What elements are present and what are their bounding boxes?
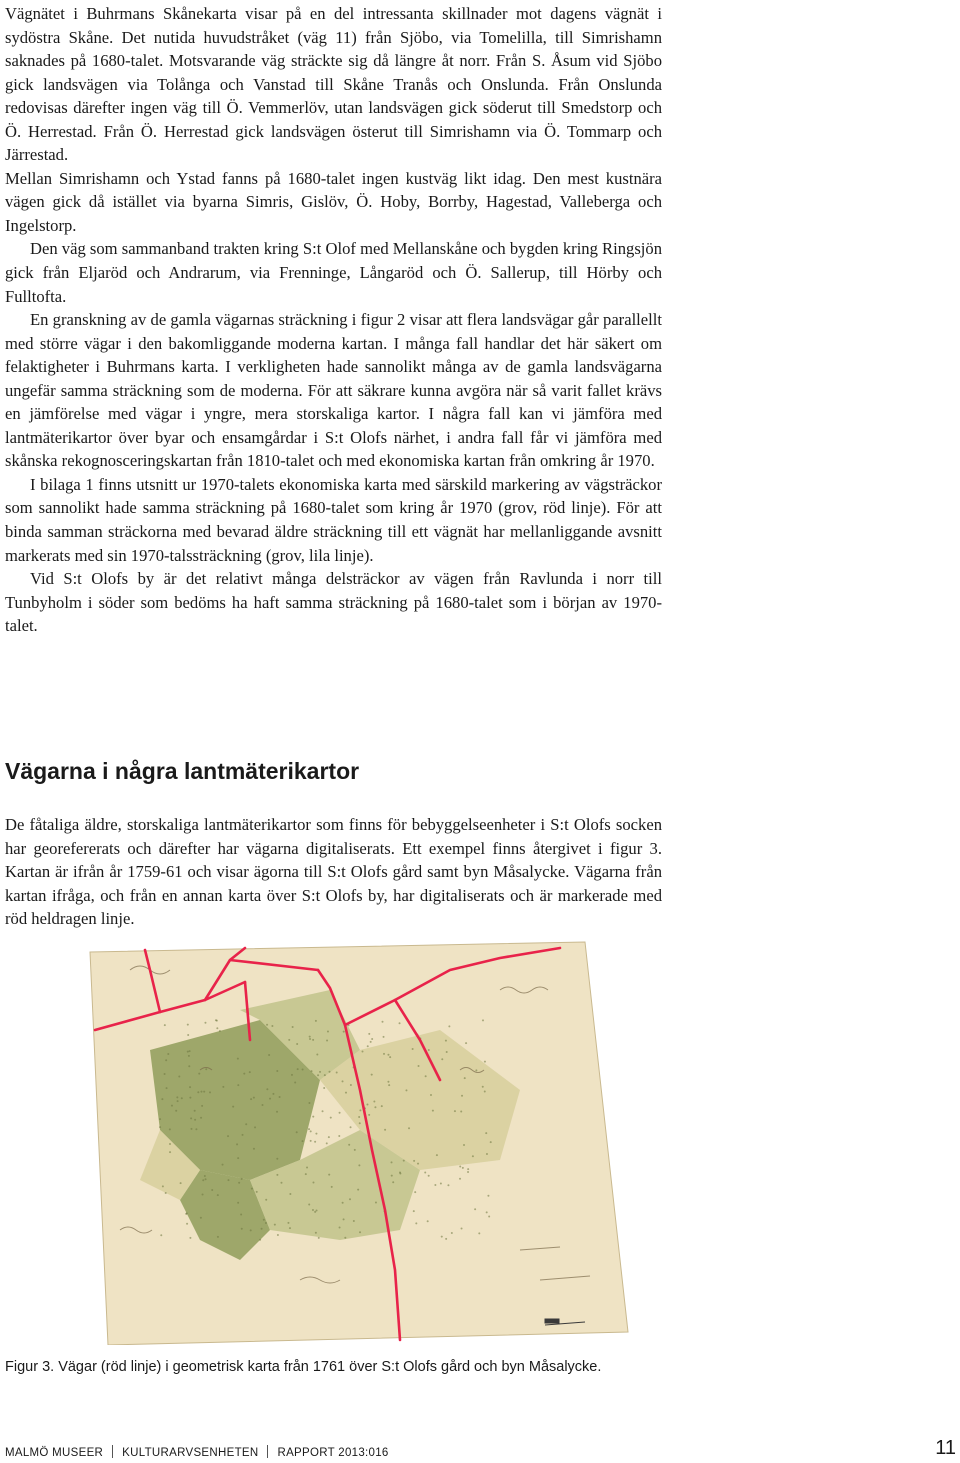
- pasture-dot: [366, 1104, 368, 1106]
- pasture-dot: [362, 1051, 364, 1053]
- pasture-dot: [271, 1025, 273, 1027]
- pasture-dot: [389, 1056, 391, 1058]
- footer-report: RAPPORT 2013:016: [277, 1447, 389, 1459]
- pasture-dot: [348, 1144, 350, 1146]
- pasture-dot: [343, 1218, 345, 1220]
- paragraph: Den väg som sammanband trakten kring S:t Olof med Mellanskåne och bygden kring Ringsjön gick från Eljaröd och Andrarum, via Frenninge, Långaröd och Ö. Sallerup, till Hörby och Fulltofta.: [5, 239, 662, 306]
- pasture-dot: [160, 1234, 162, 1236]
- pasture-dot: [175, 1110, 177, 1112]
- pasture-dot: [256, 1191, 258, 1193]
- pasture-dot: [167, 1053, 169, 1055]
- pasture-dot: [185, 1213, 187, 1215]
- pasture-dot: [209, 1091, 211, 1093]
- pasture-dot: [374, 1106, 376, 1108]
- pasture-dot: [289, 1227, 291, 1229]
- pasture-dot: [200, 1091, 202, 1093]
- pasture-dot: [280, 1182, 282, 1184]
- pasture-dot: [195, 1128, 197, 1130]
- pasture-dot: [190, 1117, 192, 1119]
- pasture-dot: [296, 1043, 298, 1045]
- pasture-dot: [323, 1087, 325, 1089]
- pasture-dot: [202, 1194, 204, 1196]
- pasture-dot: [487, 1195, 489, 1197]
- pasture-dot: [189, 1086, 191, 1088]
- section-heading: Vägarna i några lantmäterikartor: [5, 758, 360, 784]
- pasture-dot: [359, 1109, 361, 1111]
- pasture-dot: [339, 1112, 341, 1114]
- pasture-dot: [237, 1157, 239, 1159]
- pasture-dot: [414, 1191, 416, 1193]
- pasture-dot: [484, 1090, 486, 1092]
- pasture-dot: [391, 1175, 393, 1177]
- pasture-dot: [441, 1058, 443, 1060]
- pasture-dot: [265, 1222, 267, 1224]
- pasture-dot: [318, 1237, 320, 1239]
- pasture-dot: [205, 1068, 207, 1070]
- pasture-dot: [187, 1024, 189, 1026]
- pasture-dot: [415, 1222, 417, 1224]
- pasture-dot: [276, 1158, 278, 1160]
- pasture-dot: [200, 1217, 202, 1219]
- pasture-dot: [249, 1071, 251, 1073]
- paragraph: En granskning av de gamla vägarnas sträckning i figur 2 visar att flera landsvägar går parallellt med större vägar i den bakomliggande moderna kartan. I många fall handlar det här säkert om felaktigheter i Buhrmans karta. I verkligheten hade sannolikt många av de gamla landsvägarna ungefär samma sträckning som de moderna. För att säkrare kunna avgöra när så varit fallet krävs en jämförelse med vägar i yngre, mera storskaliga kartor. I några fall kan vi jämföra med lantmäterikartor över byar och ensamgårdar i S:t Olofs närhet, i andra fall får vi jämföra med skånska rekognosceringskartan från 1810-talet och med ekonomiska kartan från omkring år 1970.: [5, 310, 662, 471]
- pasture-dot: [187, 1034, 189, 1036]
- pasture-dot: [194, 1110, 196, 1112]
- pasture-dot: [342, 1202, 344, 1204]
- pasture-dot: [262, 1104, 264, 1106]
- pasture-dot: [232, 1106, 234, 1108]
- pasture-dot: [381, 1105, 383, 1107]
- pasture-dot: [387, 1054, 389, 1056]
- pasture-dot: [428, 1049, 430, 1051]
- pasture-dot: [328, 1174, 330, 1176]
- pasture-dot: [425, 1075, 427, 1077]
- footer-separator: [267, 1445, 268, 1458]
- pasture-dot: [227, 1135, 229, 1137]
- pasture-dot: [368, 1114, 370, 1116]
- pasture-dot: [204, 1175, 206, 1177]
- pasture-dot: [201, 1105, 203, 1107]
- pasture-dot: [314, 1211, 316, 1213]
- pasture-dot: [314, 1141, 316, 1143]
- pasture-dot: [312, 1039, 314, 1041]
- paragraph: I bilaga 1 finns utsnitt ur 1970-talets ekonomiska karta med särskild markering av vägsträckor som sannolikt hade samma sträckning på 1680-talet som kring år 1970 (grov, röd linje). För att binda samman sträckorna med bevarad äldre sträckning till ett vägnät har mellanliggande avsnitt markerats med sin 1970-talssträckning (grov, lila linje).: [5, 474, 662, 565]
- pasture-dot: [288, 1039, 290, 1041]
- pasture-dot: [384, 1129, 386, 1131]
- pasture-dot: [371, 1074, 373, 1076]
- pasture-dot: [459, 1178, 461, 1180]
- pasture-dot: [475, 1069, 477, 1071]
- pasture-dot: [357, 1189, 359, 1191]
- pasture-dot: [368, 1033, 370, 1035]
- pasture-dot: [310, 1140, 312, 1142]
- pasture-dot: [242, 1134, 244, 1136]
- pasture-dot: [243, 1073, 245, 1075]
- pasture-dot: [294, 1081, 296, 1083]
- pasture-dot: [259, 1239, 261, 1241]
- pasture-dot: [327, 1030, 329, 1032]
- pasture-dot: [387, 1081, 389, 1083]
- pasture-dot: [308, 1102, 310, 1104]
- pasture-dot: [371, 1038, 373, 1040]
- pasture-dot: [276, 1111, 278, 1113]
- pasture-dot: [328, 1136, 330, 1138]
- figure-caption-label: Figur 3.: [5, 1359, 55, 1375]
- pasture-dot: [276, 1070, 278, 1072]
- pasture-dot: [445, 1238, 447, 1240]
- pasture-dot: [217, 1194, 219, 1196]
- footer-dept: KULTURARVSENHETEN: [122, 1447, 259, 1459]
- pasture-dot: [467, 1168, 469, 1170]
- pasture-dot: [268, 1054, 270, 1056]
- paragraph: Vid S:t Olofs by är det relativt många delsträckor av vägen från Ravlunda i norr till Tunbyholm i söder som bedöms ha haft samma sträckning på 1680-talet som i början av 1970-talet.: [5, 569, 662, 636]
- pasture-dot: [413, 1210, 415, 1212]
- pasture-dot: [306, 1167, 308, 1169]
- pasture-dot: [253, 1097, 255, 1099]
- pasture-dot: [459, 1165, 461, 1167]
- pasture-dot: [211, 1189, 213, 1191]
- pasture-dot: [338, 1135, 340, 1137]
- pasture-dot: [358, 1164, 360, 1166]
- pasture-dot: [253, 1148, 255, 1150]
- pasture-dot: [424, 1171, 426, 1173]
- pasture-dot: [441, 1236, 443, 1238]
- pasture-dot: [265, 1199, 267, 1201]
- figure-caption: [5, 1359, 601, 1375]
- pasture-dot: [161, 1098, 163, 1100]
- pasture-dot: [482, 1086, 484, 1088]
- pasture-dot: [189, 1050, 191, 1052]
- pasture-dot: [405, 1089, 407, 1091]
- pasture-dot: [399, 1022, 401, 1024]
- pasture-dot: [178, 1075, 180, 1077]
- pasture-dot: [237, 1058, 239, 1060]
- pasture-dot: [165, 1059, 167, 1061]
- pasture-dot: [189, 1097, 191, 1099]
- pasture-dot: [430, 1094, 432, 1096]
- pasture-dot: [359, 1122, 361, 1124]
- pasture-dot: [434, 1184, 436, 1186]
- pasture-dot: [245, 1123, 247, 1125]
- pasture-dot: [162, 1185, 164, 1187]
- pasture-dot: [292, 1026, 294, 1028]
- pasture-dot: [164, 1024, 166, 1026]
- pasture-dot: [329, 1071, 331, 1073]
- pasture-dot: [272, 1093, 274, 1095]
- pasture-dot: [305, 1173, 307, 1175]
- page-number: 11: [935, 1437, 956, 1459]
- pasture-dot: [171, 1105, 173, 1107]
- pasture-dot: [316, 1209, 318, 1211]
- body-text: [5, 2, 662, 638]
- pasture-dot: [486, 1211, 488, 1213]
- pasture-dot: [261, 1228, 263, 1230]
- pasture-dot: [279, 1096, 281, 1098]
- pasture-dot: [345, 1092, 347, 1094]
- pasture-dot: [289, 1193, 291, 1195]
- pasture-dot: [188, 1055, 190, 1057]
- pasture-dot: [392, 1181, 394, 1183]
- pasture-dot: [169, 1151, 171, 1153]
- figure-caption-text: Vägar (röd linje) i geometrisk karta från 1761 över S:t Olofs gård och byn Måsalycke.: [54, 1359, 602, 1375]
- pasture-dot: [266, 1088, 268, 1090]
- pasture-dot: [169, 1143, 171, 1145]
- pasture-dot: [354, 1149, 356, 1151]
- pasture-dot: [490, 1141, 492, 1143]
- pasture-dot: [359, 1231, 361, 1233]
- pasture-dot: [250, 1229, 252, 1231]
- pasture-dot: [266, 1024, 268, 1026]
- page-footer: [5, 1445, 389, 1459]
- pasture-dot: [188, 1065, 190, 1067]
- pasture-dot: [383, 1036, 385, 1038]
- pasture-dot: [159, 1126, 161, 1128]
- pasture-dot: [227, 1179, 229, 1181]
- pasture-dot: [203, 1091, 205, 1093]
- pasture-dot: [446, 1051, 448, 1053]
- pasture-dot: [312, 1116, 314, 1118]
- pasture-dot: [309, 1038, 311, 1040]
- pasture-dot: [296, 1131, 298, 1133]
- pasture-dot: [194, 1119, 196, 1121]
- pasture-dot: [432, 1110, 434, 1112]
- section-text: De fåtaliga äldre, storskaliga lantmäterikartor som finns för bebyggelseenheter i S:t Olofs socken har georefererats och därefter har vägarna digitaliserats. Ett exempel finns återgivet i figur 3. Kartan är ifrån år 1759-61 och visar ägorna till S:t Olofs gård samt byn Måsalycke. Vägarna från kartan ifråga, och från en annan karta över S:t Olofs by, har digitaliserats och är markerade med röd heldragen linje.: [5, 815, 662, 929]
- pasture-dot: [312, 1209, 314, 1211]
- pasture-dot: [358, 1116, 360, 1118]
- pasture-dot: [317, 1074, 319, 1076]
- paragraph: Mellan Simrishamn och Ystad fanns på 1680-talet ingen kustväg likt idag. Den mest kustnära vägen gick då istället via byarna Simris, Gislöv, Ö. Hoby, Borrby, Hagestad, Valleberga och Ingelstorp.: [5, 168, 662, 235]
- pasture-dot: [217, 1236, 219, 1238]
- pasture-dot: [315, 1020, 317, 1022]
- pasture-dot: [339, 1226, 341, 1228]
- pasture-dot: [403, 1160, 405, 1162]
- pasture-dot: [277, 1234, 279, 1236]
- pasture-dot: [250, 1098, 252, 1100]
- map-figure: [0, 930, 700, 1345]
- pasture-dot: [478, 1232, 480, 1234]
- pasture-dot: [200, 1117, 202, 1119]
- pasture-dot: [322, 1110, 324, 1112]
- pasture-dot: [310, 1130, 312, 1132]
- pasture-dot: [412, 1048, 414, 1050]
- pasture-dot: [187, 1051, 189, 1053]
- pasture-dot: [445, 1040, 447, 1042]
- pasture-dot: [375, 1201, 377, 1203]
- pasture-dot: [315, 1232, 317, 1234]
- pasture-dot: [447, 1184, 449, 1186]
- pasture-dot: [373, 1101, 375, 1103]
- pasture-dot: [219, 1030, 221, 1032]
- pasture-dot: [436, 1154, 438, 1156]
- pasture-dot: [454, 1110, 456, 1112]
- pasture-dot: [418, 1065, 420, 1067]
- pasture-dot: [186, 1223, 188, 1225]
- pasture-dot: [370, 1041, 372, 1043]
- pasture-dot: [326, 1039, 328, 1041]
- pasture-dot: [331, 1186, 333, 1188]
- pasture-dot: [222, 1164, 224, 1166]
- pasture-dot: [474, 1208, 476, 1210]
- historic-map-image: [0, 930, 700, 1345]
- pasture-dot: [205, 1178, 207, 1180]
- pasture-dot: [181, 1097, 183, 1099]
- pasture-dot: [488, 1216, 490, 1218]
- pasture-dot: [326, 1142, 328, 1144]
- pasture-dot: [460, 1110, 462, 1112]
- pasture-dot: [350, 1084, 352, 1086]
- pasture-dot: [343, 1031, 345, 1033]
- pasture-dot: [169, 1128, 171, 1130]
- pasture-dot: [472, 1155, 474, 1157]
- pasture-dot: [461, 1095, 463, 1097]
- pasture-dot: [482, 1019, 484, 1021]
- pasture-dot: [408, 1127, 410, 1129]
- pasture-dot: [391, 1161, 393, 1163]
- pasture-dot: [164, 1073, 166, 1075]
- pasture-dot: [349, 1198, 351, 1200]
- pasture-dot: [440, 1182, 442, 1184]
- pasture-dot: [237, 1084, 239, 1086]
- pasture-dot: [189, 1237, 191, 1239]
- pasture-dot: [417, 1163, 419, 1165]
- pasture-dot: [190, 1128, 192, 1130]
- pasture-dot: [302, 1068, 304, 1070]
- pasture-dot: [297, 1068, 299, 1070]
- pasture-dot: [202, 1179, 204, 1181]
- pasture-dot: [319, 1071, 321, 1073]
- pasture-dot: [382, 1021, 384, 1023]
- pasture-dot: [165, 1192, 167, 1194]
- pasture-dot: [353, 1220, 355, 1222]
- pasture-dot: [367, 1045, 369, 1047]
- pasture-dot: [342, 1080, 344, 1082]
- pasture-dot: [238, 1182, 240, 1184]
- pasture-dot: [448, 1025, 450, 1027]
- pasture-dot: [308, 1128, 310, 1130]
- pasture-dot: [485, 1132, 487, 1134]
- pasture-dot: [216, 1027, 218, 1029]
- pasture-dot: [166, 1087, 168, 1089]
- pasture-dot: [467, 1171, 469, 1173]
- pasture-dot: [198, 1073, 200, 1075]
- pasture-dot: [276, 1174, 278, 1176]
- pasture-dot: [159, 1118, 161, 1120]
- pasture-dot: [176, 1096, 178, 1098]
- pasture-dot: [197, 1091, 199, 1093]
- pasture-dot: [241, 1228, 243, 1230]
- pasture-dot: [177, 1100, 179, 1102]
- pasture-dot: [427, 1220, 429, 1222]
- pasture-dot: [308, 1203, 310, 1205]
- pasture-dot: [336, 1072, 338, 1074]
- pasture-dot: [287, 1222, 289, 1224]
- pasture-dot: [330, 1117, 332, 1119]
- pasture-dot: [311, 1070, 313, 1072]
- pasture-dot: [241, 1178, 243, 1180]
- footer-org: MALMÖ MUSEER: [5, 1447, 104, 1459]
- pasture-dot: [309, 1036, 311, 1038]
- pasture-dot: [413, 1160, 415, 1162]
- pasture-dot: [344, 1237, 346, 1239]
- pasture-dot: [350, 1126, 352, 1128]
- paragraph: Vägnätet i Buhrmans Skånekarta visar på en del intressanta skillnader mot dagens vägnät i sydöstra Skåne. Det nutida huvudstråket (väg 11) från Sjöbo, via Tomelilla, till Simrishamn saknades på 1680-talet. Motsvarande väg sträckte sig då längre åt norr. Från S. Åsum vid Sjöbo gick landsvägen via Tolånga och Vanstad till Skåne Tranås och Onslunda. Från Onslunda redovisas därefter ingen väg till Ö. Vemmerlöv, utan landsvägen gick söderut till Smedstorp och Ö. Herrestad. Från Ö. Herrestad gick landsvägen österut till Simrishamn via Ö. Tommarp och Järrestad.: [5, 4, 662, 165]
- pasture-dot: [388, 1084, 390, 1086]
- pasture-dot: [451, 1232, 453, 1234]
- pasture-dot: [204, 1022, 206, 1024]
- pasture-dot: [180, 1182, 182, 1184]
- pasture-dot: [216, 1020, 218, 1022]
- pasture-dot: [251, 1188, 253, 1190]
- pasture-dot: [486, 1153, 488, 1155]
- pasture-dot: [274, 1224, 276, 1226]
- pasture-dot: [463, 1144, 465, 1146]
- pasture-dot: [315, 1133, 317, 1135]
- pasture-dot: [324, 1074, 326, 1076]
- pasture-dot: [237, 1202, 239, 1204]
- footer-separator: [112, 1445, 113, 1458]
- pasture-dot: [312, 1182, 314, 1184]
- pasture-dot: [316, 1053, 318, 1055]
- pasture-dot: [428, 1175, 430, 1177]
- pasture-dot: [236, 1143, 238, 1145]
- pasture-dot: [254, 1126, 256, 1128]
- pasture-dot: [222, 1086, 224, 1088]
- pasture-dot: [464, 1077, 466, 1079]
- pasture-dot: [462, 1167, 464, 1169]
- pasture-dot: [461, 1228, 463, 1230]
- pasture-dot: [291, 1074, 293, 1076]
- pasture-dot: [484, 1061, 486, 1063]
- pasture-dot: [399, 1172, 401, 1174]
- pasture-dot: [383, 1053, 385, 1055]
- pasture-dot: [302, 1140, 304, 1142]
- pasture-dot: [465, 1042, 467, 1044]
- pasture-dot: [240, 1214, 242, 1216]
- pasture-dot: [263, 1219, 265, 1221]
- pasture-dot: [269, 1098, 271, 1100]
